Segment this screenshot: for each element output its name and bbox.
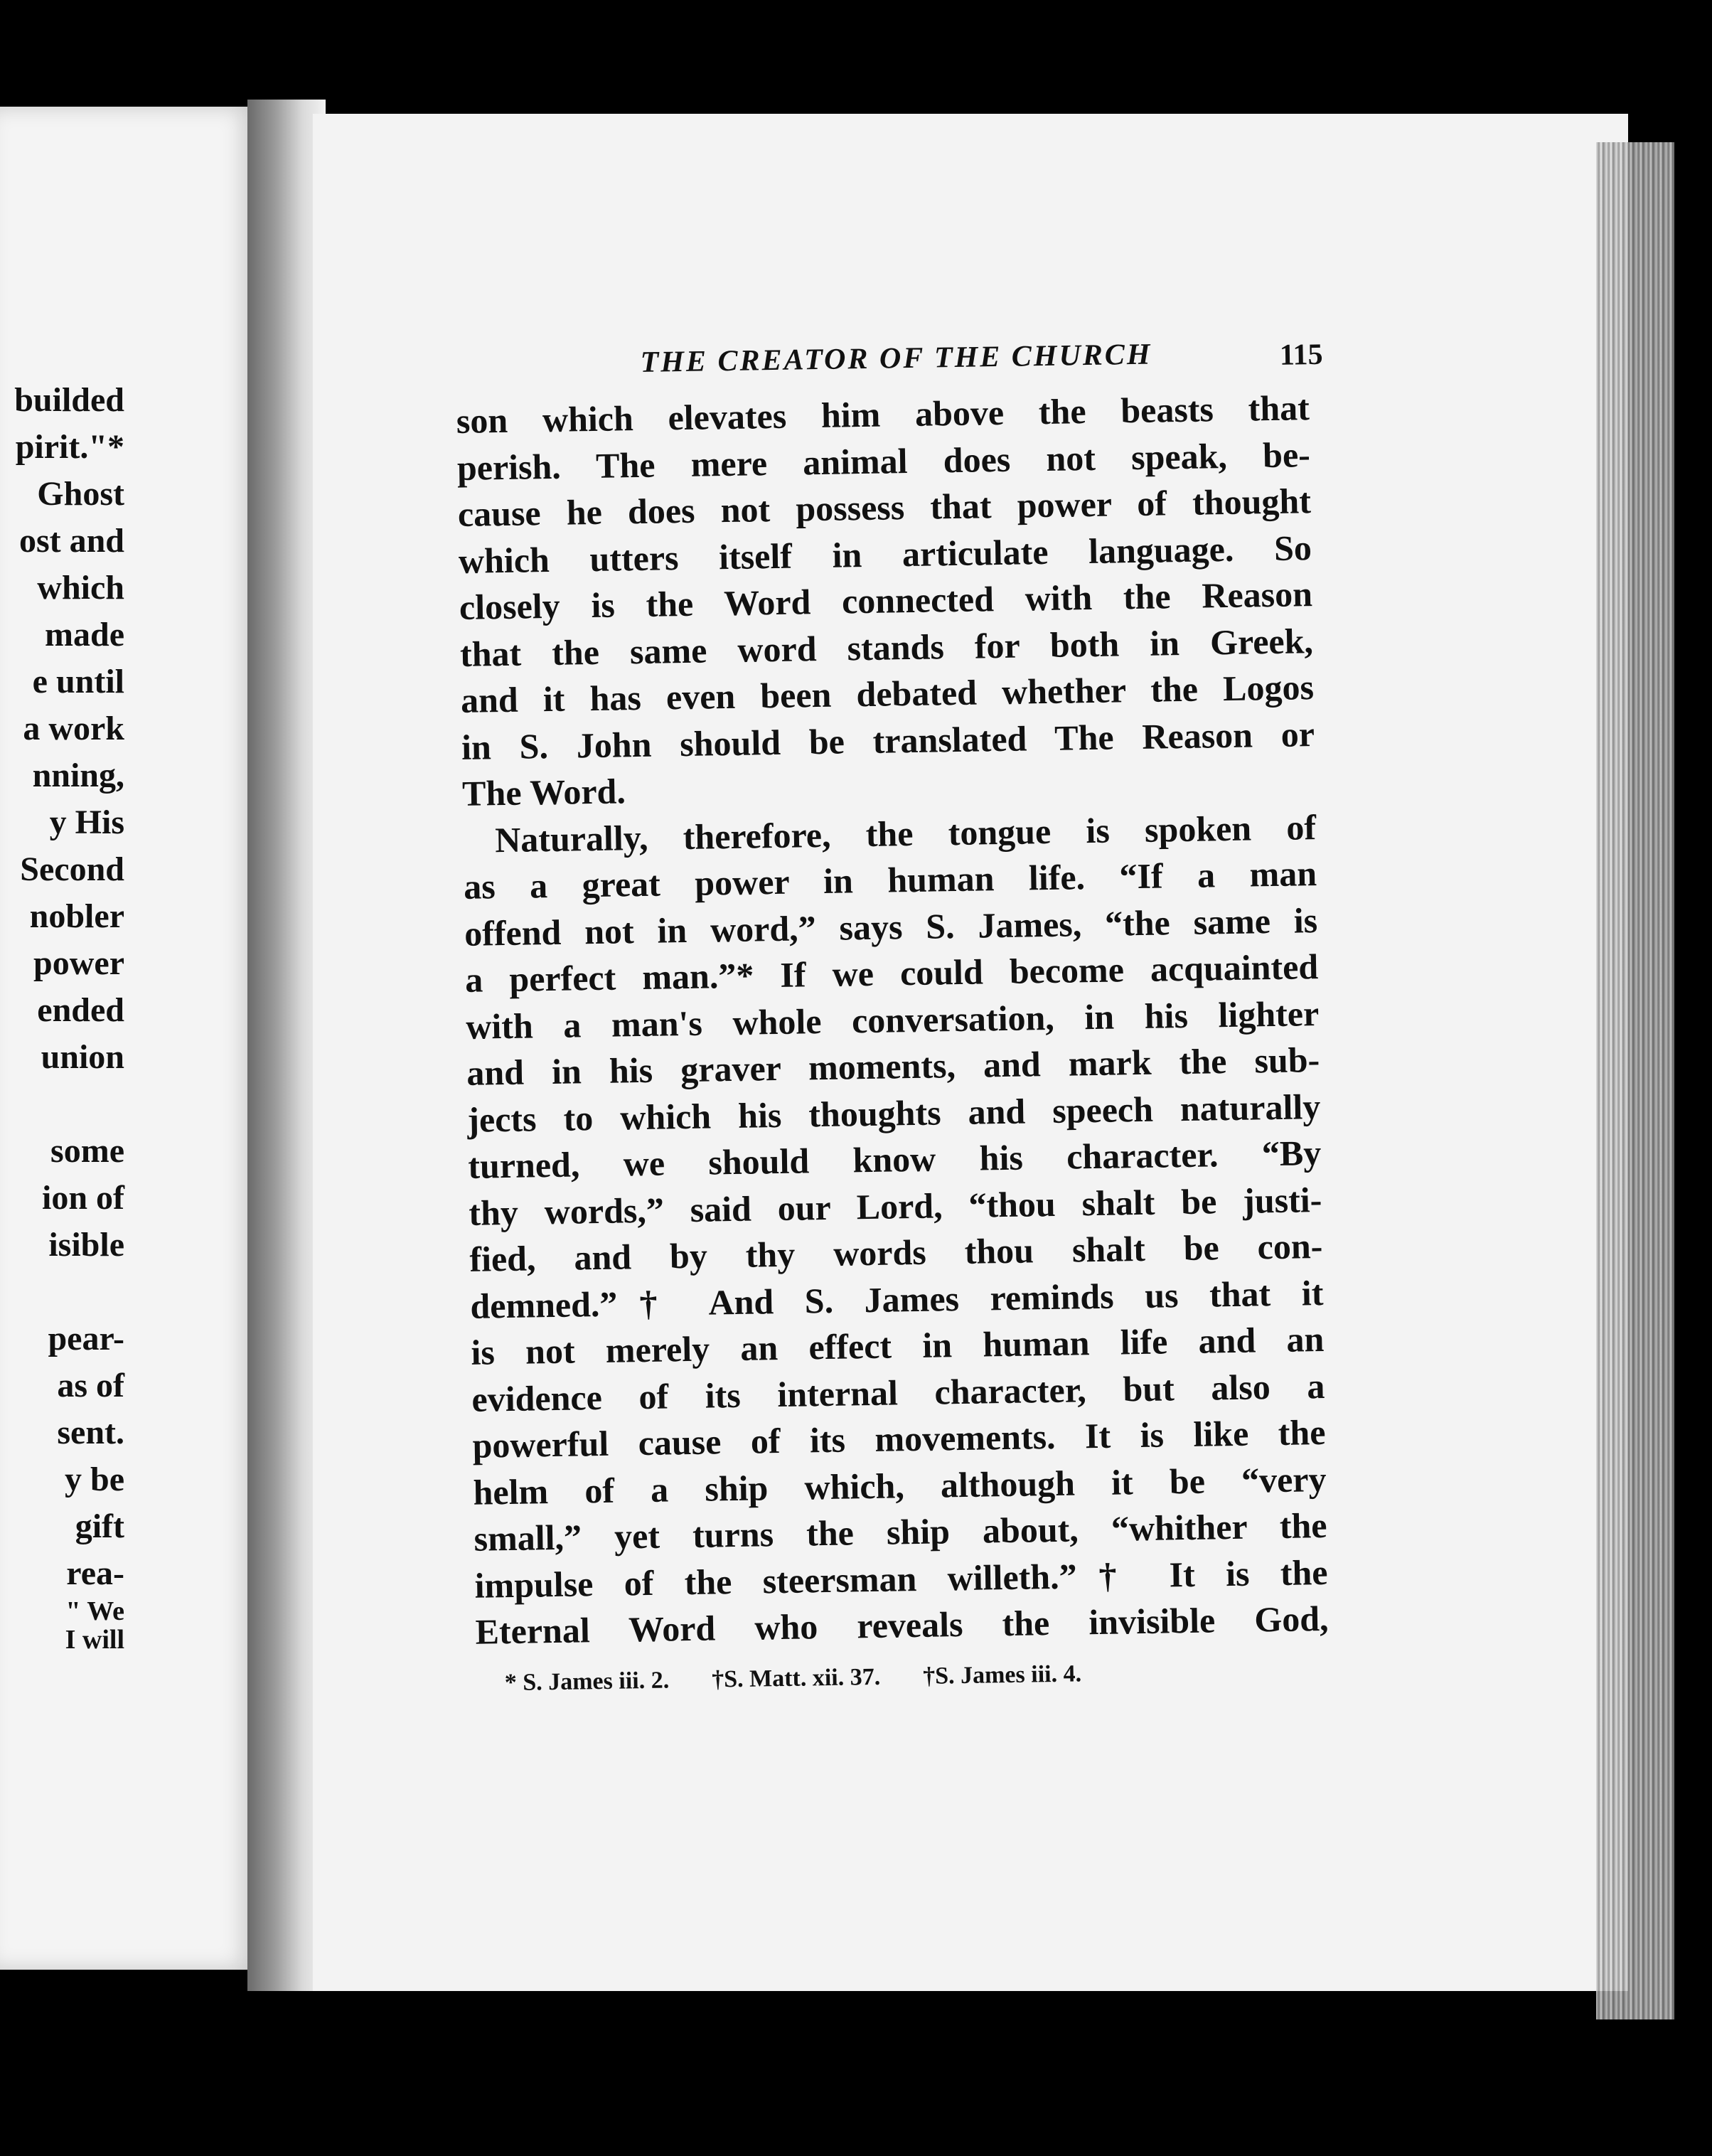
- body-line: is not merely an effect in human life and an: [471, 1318, 1325, 1372]
- page-edge: [1596, 142, 1674, 2019]
- body-line: small,” yet turns the ship about, “whither the: [474, 1505, 1327, 1559]
- body-line: that the same word stands for both in Greek,: [459, 620, 1314, 674]
- body-line: son which elevates him above the beasts that: [456, 388, 1310, 441]
- left-line: ended: [37, 991, 124, 1029]
- left-line: pirit."*: [15, 428, 124, 466]
- body-line: in S. John should be translated The Reason or: [461, 713, 1315, 767]
- left-page: [0, 107, 256, 1970]
- left-line: nning,: [32, 757, 124, 794]
- left-line: which: [37, 569, 124, 607]
- body-line: a perfect man.”* If we could become acquainted: [464, 946, 1319, 1000]
- left-line: Second: [20, 850, 124, 888]
- left-line: a work: [23, 710, 124, 747]
- left-line: power: [33, 944, 124, 982]
- footnote: * S. James iii. 2.: [504, 1667, 670, 1696]
- left-line: Ghost: [37, 475, 124, 513]
- left-line: gift: [75, 1507, 124, 1545]
- body-line: as a great power in human life. “If a man: [463, 853, 1317, 907]
- body-line: offend not in word,” says S. James, “the same is: [464, 900, 1318, 954]
- left-page-text: [0, 377, 124, 1654]
- body-line: fied, and by thy words thou shalt be con-: [469, 1225, 1323, 1279]
- left-line: made: [45, 616, 124, 653]
- body-line: impulse of the steersman willeth.”† It is the: [474, 1552, 1328, 1606]
- body-line: helm of a ship which, although it be “very: [473, 1458, 1327, 1512]
- body-line: The Word.: [461, 771, 626, 813]
- left-line: [0, 1269, 124, 1316]
- running-title: THE CREATOR OF THE CHURCH: [640, 338, 1152, 379]
- body-line: evidence of its internal character, but also a: [471, 1365, 1325, 1419]
- left-line: y His: [49, 804, 124, 841]
- left-line: I will: [65, 1625, 124, 1655]
- running-head: [455, 321, 1323, 398]
- body-line: with a man's whole conversation, in his lighter: [465, 993, 1320, 1047]
- left-line: [0, 1081, 124, 1128]
- left-line: sent.: [57, 1414, 124, 1451]
- left-line: e until: [32, 663, 124, 700]
- footnote: †S. Matt. xii. 37.: [711, 1663, 881, 1693]
- body-line: which utters itself in articulate language. So: [458, 527, 1312, 581]
- left-line: ost and: [18, 522, 124, 560]
- page-number: 115: [1279, 338, 1323, 372]
- footnote: †S. James iii. 4.: [922, 1660, 1082, 1690]
- body-line: and in his graver moments, and mark the sub-: [466, 1040, 1320, 1093]
- body-line: closely is the Word connected with the Reason: [459, 574, 1313, 627]
- left-line: ion of: [41, 1179, 124, 1217]
- body-line: turned, we should know his character. “By: [467, 1133, 1322, 1186]
- body-line: Eternal Word who reveals the invisible God,: [475, 1598, 1329, 1652]
- body-line: demned.”† And S. James reminds us that it: [470, 1272, 1324, 1326]
- body-line: jects to which his thoughts and speech naturally: [466, 1086, 1321, 1140]
- body-line: thy words,” said our Lord, “thou shalt be justi-: [468, 1179, 1322, 1233]
- left-line: " We: [65, 1596, 124, 1626]
- left-line: some: [50, 1132, 124, 1170]
- body-line: perish. The mere animal does not speak, be-: [456, 434, 1311, 488]
- body-line: cause he does not possess that power of thought: [457, 481, 1312, 534]
- left-line: y be: [65, 1461, 124, 1498]
- body-line: powerful cause of its movements. It is like the: [472, 1411, 1326, 1466]
- left-line: builded: [14, 381, 124, 419]
- left-line: as of: [57, 1367, 124, 1404]
- body-line: Naturally, therefore, the tongue is spoken of: [494, 806, 1317, 860]
- left-line: isible: [48, 1226, 124, 1264]
- left-line: pear-: [48, 1320, 124, 1357]
- left-line: union: [41, 1038, 124, 1076]
- left-line: nobler: [29, 897, 124, 935]
- body-line: and it has even been debated whether the Logos: [460, 667, 1315, 720]
- left-line: rea-: [66, 1554, 124, 1592]
- page-text-block: [455, 321, 1330, 1697]
